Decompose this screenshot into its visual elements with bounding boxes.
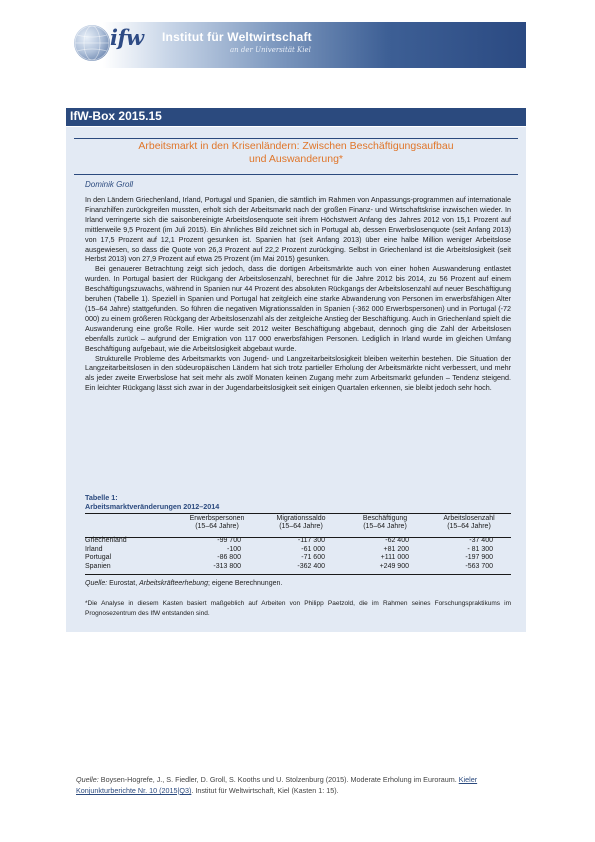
table-caption-number: Tabelle 1: <box>85 493 118 502</box>
source-survey: Arbeitskräfteerhebung <box>139 580 208 587</box>
table-cell: -86 800 <box>217 554 241 562</box>
table-cell-country: Portugal <box>85 554 112 562</box>
table-cell: -61 000 <box>301 545 325 553</box>
ifw-logo: ifw <box>110 25 144 50</box>
table-caption-title: Arbeitsmarktveränderungen 2012–2014 <box>85 502 220 511</box>
box-heading-line1: Arbeitsmarkt in den Krisenländern: Zwischen Beschäftigungsaufbau <box>138 140 454 152</box>
table-header-cell: Beschäftigung (15–64 Jahre) <box>362 515 408 531</box>
table-cell: -563 700 <box>465 562 493 570</box>
table-cell-country: Irland <box>85 545 103 553</box>
box-heading <box>74 140 518 166</box>
box-footnote: *Die Analyse in diesem Kasten basiert maßgeblich auf Arbeiten von Philipp Paetzold, die im Rahmen seines Forschungspraktikums im Prognosezentrum des IfW entstanden sind. <box>85 600 511 617</box>
paragraph: In den Ländern Griechenland, Irland, Portugal und Spanien, die sämtlich im Rahmen von Anpassungs-programmen auf internationale Finanzhilfen zurückgreifen mussten, erholt sich der Arbeitsmarkt nach der großen Finanz- und Wirtschaftskrise inzwischen wieder. In Irland verringerte sich die saisonbereinigte Arbeitslosenquote seit ihrem Höchstwert Anfang des Jahres 2012 von 15,1 Prozent auf mittlerweile 9,5 Prozent (im Juli 2015). Ein ähnliches Bild zeichnet sich in Portugal ab, dessen Erwerbslosenquote (seit Anfang 2013) von 17,5 Prozent auf 12,1 Prozent gesunken ist. Spanien hat (seit Anfang 2013) über eine halbe Million weniger Arbeitslose ausgewiesen, so dass die Quote von 26,3 Prozent auf 22,2 Prozent zurückging. Selbst in Griechenland ist die Arbeitslosigkeit (seit Herbst 2013) von 27,9 Prozent auf etwa 25 Prozent (im Mai 2015) gesunken. <box>85 195 511 264</box>
table-cell: -37 400 <box>469 537 493 545</box>
table-cell: +111 000 <box>380 554 409 562</box>
table-cell: -362 400 <box>297 562 325 570</box>
table-row <box>85 554 511 563</box>
table-cell: +249 900 <box>379 562 409 570</box>
author: Dominik Groll <box>85 180 134 189</box>
table-cell: -117 300 <box>297 537 325 545</box>
source-text-end: ; eigene Berechnungen. <box>207 580 283 587</box>
institute-banner <box>66 22 526 68</box>
table-cell-country: Griechenland <box>85 537 127 545</box>
heading-rule <box>74 174 518 175</box>
paragraph: Strukturelle Probleme des Arbeitsmarkts von Jugend- und Langzeitarbeitslosigkeit bleiben weiterhin bestehen. Die Situation der Langzeitarbeitslosen in den südeuropäischen Ländern hat sich trotz partieller Erholung der Arbeitsmärkte nicht verbessert, und mehr als jeder zweite Erwerbslose hat seit mehr als zwölf Monaten keinen Zugang mehr zum Arbeitsmarkt gefunden – Tendenz steigend. Ein leichter Rückgang lässt sich zwar in der Jugendarbeitslosigkeit seit einigen Quartalen erkennen, sie bleibt jedoch sehr hoch. <box>85 353 511 393</box>
table-header-row <box>85 515 511 537</box>
globe-grid-icon <box>74 25 110 61</box>
table-cell: - 81 300 <box>467 545 493 553</box>
table-rule-bottom <box>85 574 511 575</box>
labor-market-table <box>85 515 511 571</box>
citation-label: Quelle: <box>76 775 99 784</box>
table-header-cell: Arbeitslosenzahl (15–64 Jahre) <box>443 515 495 531</box>
table-cell: -62 400 <box>385 537 409 545</box>
table-row <box>85 563 511 572</box>
table-header-country <box>85 515 175 537</box>
table-row <box>85 537 511 546</box>
table-source <box>85 580 282 587</box>
source-label: Quelle: <box>85 580 108 587</box>
table-rule-top <box>85 513 511 514</box>
table-cell: -99 700 <box>217 537 241 545</box>
table-header-cell: Erwerbspersonen (15–64 Jahre) <box>189 515 245 531</box>
table-row <box>85 546 511 555</box>
box-top-rule <box>74 138 518 139</box>
institute-subtitle: an der Universität Kiel <box>230 46 311 54</box>
table-header-cell: Migrationssaldo (15–64 Jahre) <box>276 515 326 531</box>
table-caption <box>85 493 219 511</box>
box-heading-line2: und Auswanderung* <box>249 153 343 165</box>
table-cell: -71 600 <box>301 554 325 562</box>
table-cell: +81 200 <box>383 545 409 553</box>
box-body-text <box>85 195 511 393</box>
table-cell: -197 900 <box>465 554 493 562</box>
table-cell: -100 <box>226 545 241 553</box>
citation-text-end: . Institut für Weltwirtschaft, Kiel (Kasten 1: 15). <box>191 786 339 795</box>
table-cell-country: Spanien <box>85 562 111 570</box>
table-cell: -313 800 <box>213 562 241 570</box>
box-label: IfW-Box 2015.15 <box>70 109 162 123</box>
institute-name: Institut für Weltwirtschaft <box>162 30 312 44</box>
paragraph: Bei genauerer Betrachtung zeigt sich jedoch, dass die dortigen Arbeitsmärkte auch von einer hohen Auswanderung entlastet wurden. In Portugal basiert der Rückgang der Arbeitslosenzahl, berechnet für die Jahre 2012 bis 2014, zu 56 Prozent auf einem Beschäftigungszuwachs, während in Spanien nur 44 Prozent des absoluten Rückgangs der Arbeitslosenzahl auf neuer Beschäftigung beruhen (Tabelle 1). Speziell in Spanien und Portugal hat zeitgleich eine starke Abwanderung von Personen im erwerbsfähigen Alter (15–64 Jahre) stattgefunden. So führen die negativen Migrationssalden in Spanien (-362 000 Erwerbspersonen) und in Portugal (-72 000) zu einem größeren Rückgang der Arbeitslosenzahl als der zeitgleiche Anstieg der Beschäftigung. Auch in Griechenland spielt die Auswanderung eine große Rolle. Hier wurde seit 2012 weiter Beschäftigung abgebaut, dennoch ging die Zahl der Arbeitslosen ebenfalls zurück – aufgrund der Emigration von 117 000 erwerbsfähigen Personen. Lediglich in Irland wurde im gleichen Umfang Beschäftigung aufgebaut, wie die Arbeitslosigkeit abgebaut wurde. <box>85 264 511 353</box>
source-text: Eurostat, <box>107 580 140 587</box>
citation-link[interactable]: Kieler Konjunkturberichte Nr. 10 (2015|Q3) <box>76 775 478 795</box>
citation-text: Boysen-Hogrefe, J., S. Fiedler, D. Groll, S. Kooths und U. Stolzenburg (2015). Moderate Erholung im Euroraum. <box>98 775 459 784</box>
citation <box>76 774 526 796</box>
